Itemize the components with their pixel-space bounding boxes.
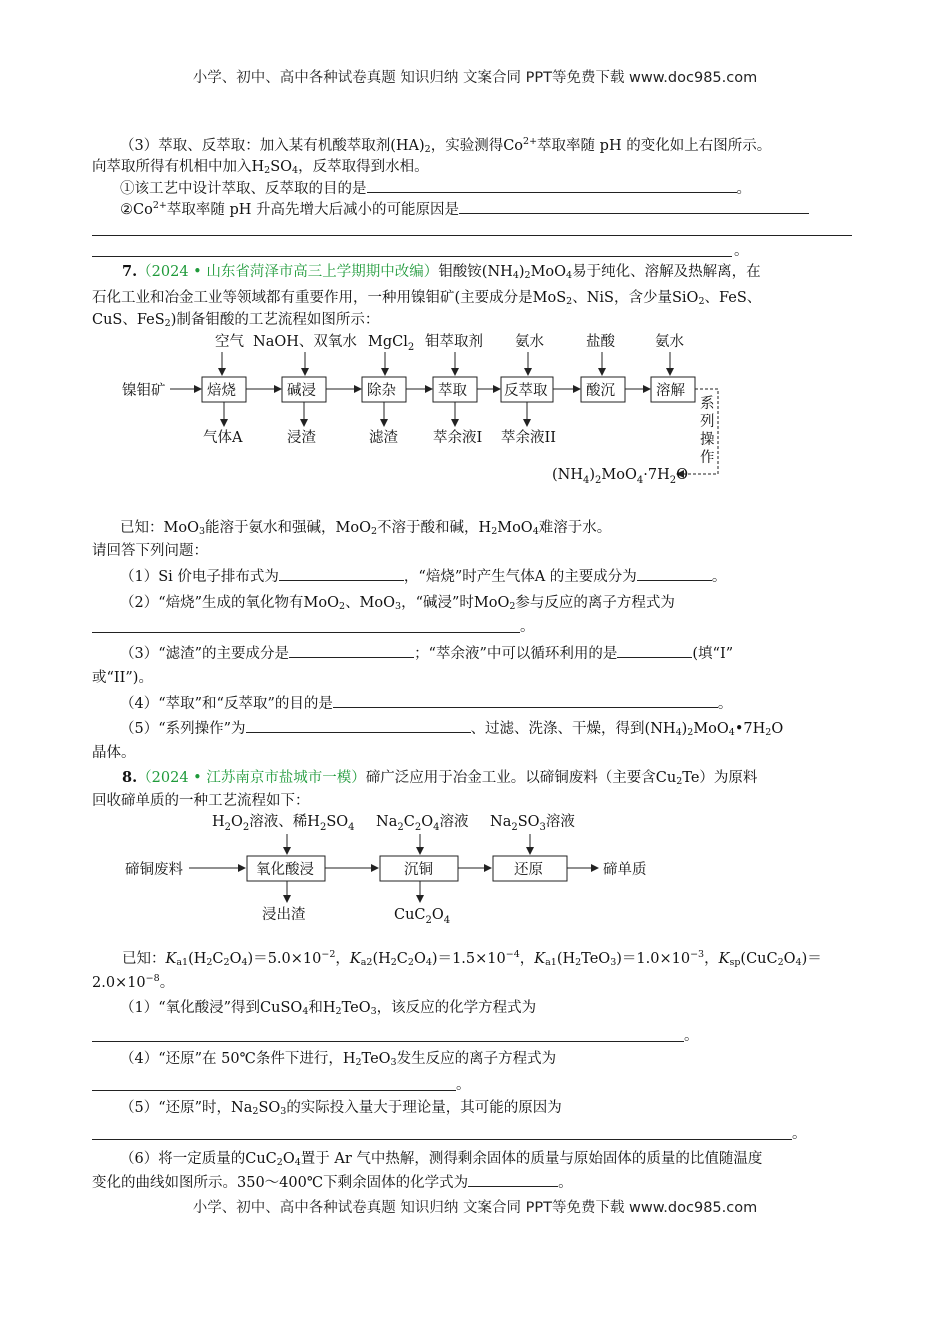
flow-step-precip-copper: 沉铜 [404,862,433,878]
flow-step-extract: 萃取 [438,383,467,399]
q8-part1: （1）“氧化酸浸”得到CuSO$_4$和$H_2TeO_3$，该反应的化学方程式为 [120,1000,537,1017]
flow-input: $Na_2C_2O_4$溶液 [376,814,469,833]
flow-start: 镍钼矿 [122,383,166,399]
q8-flowchart [0,808,950,933]
q7-intro-line3: CuS、FeS$_2$)制备钼酸的工艺流程如图所示： [92,312,380,329]
q8-intro-line2: 回收碲单质的一种工艺流程如下： [92,793,310,809]
q7-ask: 请回答下列问题： [92,543,208,559]
flow-input: $Na_2SO_3$溶液 [490,814,575,833]
flow-step-dissolve: 溶解 [656,383,685,399]
flow-input: 氨水 [515,334,544,350]
svg-text:列: 列 [700,414,715,430]
flow-step-reduce: 还原 [514,862,543,878]
q8-intro-line1: 8.（2024 • 江苏南京市盐城市一模）碲广泛应用于冶金工业。以碲铜废料（主要含$Cu_2Te$）为原料 [122,769,758,787]
flow-product: $(NH_4)_2MoO_4\cdot 7H_2O$ [552,467,689,486]
q6-part3-q1: ①该工艺中设计萃取、反萃取的目的是 。 [120,178,751,199]
flow-step-acid-precip: 酸沉 [586,383,615,399]
answer-line[interactable] [92,632,520,633]
flow-input: MgCl$_2$ [368,334,415,353]
q7-known: 已知：MoO$_3$能溶于氨水和强碱，MoO$_2$不溶于酸和碱，$H_2MoO_4$难溶于水。 [120,520,612,537]
q7-source: （2024 • 山东省菏泽市高三上学期期中改编） [137,264,439,280]
answer-blank[interactable] [617,643,692,658]
flow-step-roast: 焙烧 [207,383,236,399]
flow-output: 气体A [203,430,243,446]
flow-step-remove-impurity: 除杂 [367,383,396,399]
flow-output: 萃余液II [501,430,556,446]
answer-line[interactable] [92,1041,684,1042]
answer-line[interactable] [92,1139,792,1140]
q7-intro-line2: 石化工业和冶金工业等领域都有重要作用，一种用镍钼矿(主要成分是MoS$_2$、NiS，含少量SiO$_2$、FeS、 [92,290,762,307]
answer-blank[interactable] [333,693,718,708]
q8-part5: （5）“还原”时，$Na_2SO_3$的实际投入量大于理论量，其可能的原因为 [120,1100,562,1117]
q7-flowchart [0,330,950,505]
flow-output: $CuC_2O_4$ [394,907,451,926]
answer-blank[interactable] [289,643,414,658]
flow-output: 滤渣 [369,430,398,446]
svg-text:操: 操 [700,432,715,448]
flow-step-oxidize-leach: 氧化酸浸 [256,862,314,878]
answer-blank[interactable] [246,718,471,733]
q7-part2: （2）“焙烧”生成的氧化物有MoO$_2$、MoO$_3$，“碱浸”时MoO$_2$参与反应的离子方程式为 [120,595,675,612]
q8-known: 已知：$K_{a1}(H_2C_2O_4)=5.0\times 10^{-2}$，$K_{a2}(H_2C_2O_4)=1.5\times 10^{-4}$，$K_{a1}(H_2TeO_3)=1.0\times 10^{-3}$，$K_{sp}(CuC_2O_4)=$ [122,949,822,968]
flow-input: 盐酸 [586,334,615,350]
q8-source: （2024 • 江苏南京市盐城市一模） [137,770,366,786]
answer-blank[interactable] [459,199,809,214]
answer-blank[interactable] [468,1172,558,1187]
q7-part1: （1）Si 价电子排布式为 ，“焙烧”时产生气体A 的主要成分为 。 [120,566,726,587]
q7-part4: （4）“萃取”和“反萃取”的目的是 。 [120,693,732,714]
answer-line[interactable] [92,1090,456,1091]
answer-blank[interactable] [279,566,404,581]
flow-output: 浸渣 [287,430,316,446]
answer-line[interactable] [92,256,732,257]
flow-step-back-extract: 反萃取 [504,383,548,399]
svg-text:作: 作 [700,450,715,466]
answer-line[interactable] [92,235,852,236]
flow-input: 钼萃取剂 [425,334,483,350]
q7-part5-cont: 晶体。 [92,745,136,761]
page-header: 小学、初中、高中各种试卷真题 知识归纳 文案合同 PPT等免费下载 www.doc985.com [192,70,758,86]
q6-part3-q2: $②Co^{2+}$萃取率随 pH 升高先增大后减小的可能原因是 [120,199,809,220]
flow-input: 空气 [215,334,244,350]
q7-part3: （3）“滤渣”的主要成分是 ；“萃余液”中可以循环利用的是 (填“I” [120,643,733,664]
q8-part6: （6）将一定质量的$CuC_2O_4$置于 Ar 气中热解，测得剩余固体的质量与原始固体的质量的比值随温度 [120,1151,763,1168]
answer-blank[interactable] [367,178,737,193]
q8-known-cont: $2.0\times 10^{-8}$。 [92,973,175,991]
flow-step-alkali-leach: 碱浸 [287,383,316,399]
q7-part5: （5）“系列操作”为 、过滤、洗涤、干燥，得到$(NH_4)_2MoO_4•7H_2O$ [120,718,783,739]
q6-part3-line2: 向萃取所得有机相中加入$H_2SO_4$，反萃取得到水相。 [92,159,429,176]
q6-part3-line1: （3）萃取、反萃取：加入某有机酸萃取剂$(HA)_2$，实验测得$Co^{2+}$萃取率随 pH 的变化如上右图所示。 [120,136,772,155]
q7-intro-line1: 7.（2024 • 山东省菏泽市高三上学期期中改编）钼酸铵$(NH_4)_2MoO_4$易于纯化、溶解及热解离，在 [122,263,761,281]
flow-side-label: 系 [700,396,715,412]
flow-input: 氨水 [655,334,684,350]
q8-part4: （4）“还原”在 50℃条件下进行，$H_2TeO_3$发生反应的离子方程式为 [120,1051,557,1068]
page-footer: 小学、初中、高中各种试卷真题 知识归纳 文案合同 PPT等免费下载 www.doc985.com [192,1200,758,1216]
flow-end: 碲单质 [603,862,647,878]
flow-input: $H_2O_2$溶液、稀$H_2SO_4$ [212,814,355,833]
flow-output: 浸出渣 [262,907,306,923]
flow-start: 碲铜废料 [125,862,183,878]
flow-output: 萃余液I [433,430,483,446]
answer-blank[interactable] [637,566,712,581]
q7-part3-cont: 或“II”)。 [92,670,153,686]
q8-part6-cont: 变化的曲线如图所示。350～400℃下剩余固体的化学式为 。 [92,1172,573,1193]
flow-input: NaOH、双氧水 [253,334,357,350]
